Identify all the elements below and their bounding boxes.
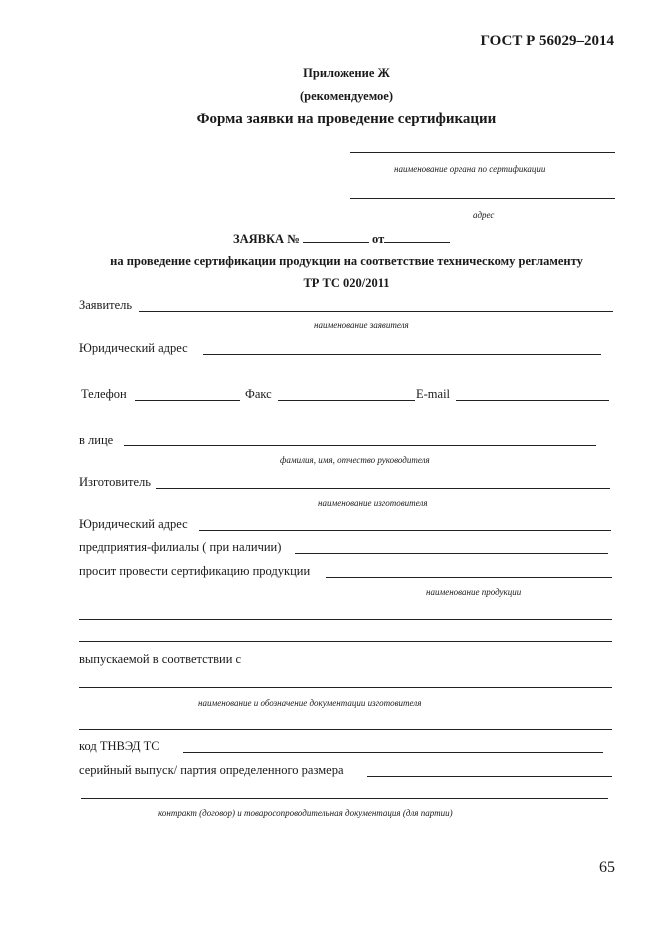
tnved-field[interactable] <box>183 752 603 753</box>
documentation-caption: наименование и обозначение документации изготовителя <box>198 698 422 708</box>
fax-field[interactable] <box>278 400 415 401</box>
serial-label: серийный выпуск/ партия определенного размера <box>79 763 344 777</box>
standard-number: ГОСТ Р 56029–2014 <box>480 33 614 49</box>
legal-address-2-label: Юридический адрес <box>79 517 188 531</box>
phone-field[interactable] <box>135 400 240 401</box>
manufacturer-label: Изготовитель <box>79 475 151 489</box>
application-date-field[interactable] <box>384 231 450 243</box>
email-field[interactable] <box>456 400 609 401</box>
product-field-3[interactable] <box>79 641 612 642</box>
application-subtitle: на проведение сертификации продукции на соответствие техническому регламенту <box>110 254 583 268</box>
applicant-field[interactable] <box>139 311 613 312</box>
page-number: 65 <box>599 859 615 876</box>
in-person-label: в лице <box>79 433 114 447</box>
product-caption: наименование продукции <box>426 587 522 597</box>
address-line <box>350 198 615 199</box>
application-number-label: ЗАЯВКА № <box>233 232 300 246</box>
manufacturer-caption: наименование изготовителя <box>318 498 428 508</box>
address-caption: адрес <box>473 210 495 220</box>
form-title: Форма заявки на проведение сертификации <box>196 111 497 127</box>
documentation-field-2[interactable] <box>79 729 612 730</box>
applicant-caption: наименование заявителя <box>314 320 409 330</box>
legal-address-2-field[interactable] <box>199 530 611 531</box>
product-field-2[interactable] <box>79 619 612 620</box>
contract-caption: контракт (договор) и товаросопроводительная документация (для партии) <box>158 808 453 818</box>
application-number-field[interactable] <box>303 231 369 243</box>
legal-address-label: Юридический адрес <box>79 341 188 355</box>
cert-body-caption: наименование органа по сертификации <box>394 164 546 174</box>
branches-field[interactable] <box>295 553 608 554</box>
phone-label: Телефон <box>81 387 127 401</box>
serial-field[interactable] <box>367 776 612 777</box>
appendix-label: Приложение Ж <box>303 66 390 80</box>
product-field[interactable] <box>326 577 612 578</box>
person-caption: фамилия, имя, отчество руководителя <box>280 455 430 465</box>
request-label: просит провести сертификацию продукции <box>79 564 311 578</box>
in-person-field[interactable] <box>124 445 596 446</box>
recommended-label: (рекомендуемое) <box>299 89 394 103</box>
application-date-label: от <box>372 232 385 246</box>
documentation-field[interactable] <box>79 687 612 688</box>
produced-per-label: выпускаемой в соответствии с <box>79 652 242 666</box>
tnved-label: код ТНВЭД ТС <box>79 739 160 753</box>
regulation-label: ТР ТС 020/2011 <box>303 276 390 290</box>
contract-field[interactable] <box>81 798 608 799</box>
branches-label: предприятия-филиалы ( при наличии) <box>79 540 282 554</box>
manufacturer-field[interactable] <box>156 488 610 489</box>
cert-body-line <box>350 152 615 153</box>
legal-address-field[interactable] <box>203 354 601 355</box>
fax-label: Факс <box>245 387 272 401</box>
email-label: E-mail <box>416 387 451 401</box>
application-heading <box>233 231 450 247</box>
applicant-label: Заявитель <box>79 298 133 312</box>
